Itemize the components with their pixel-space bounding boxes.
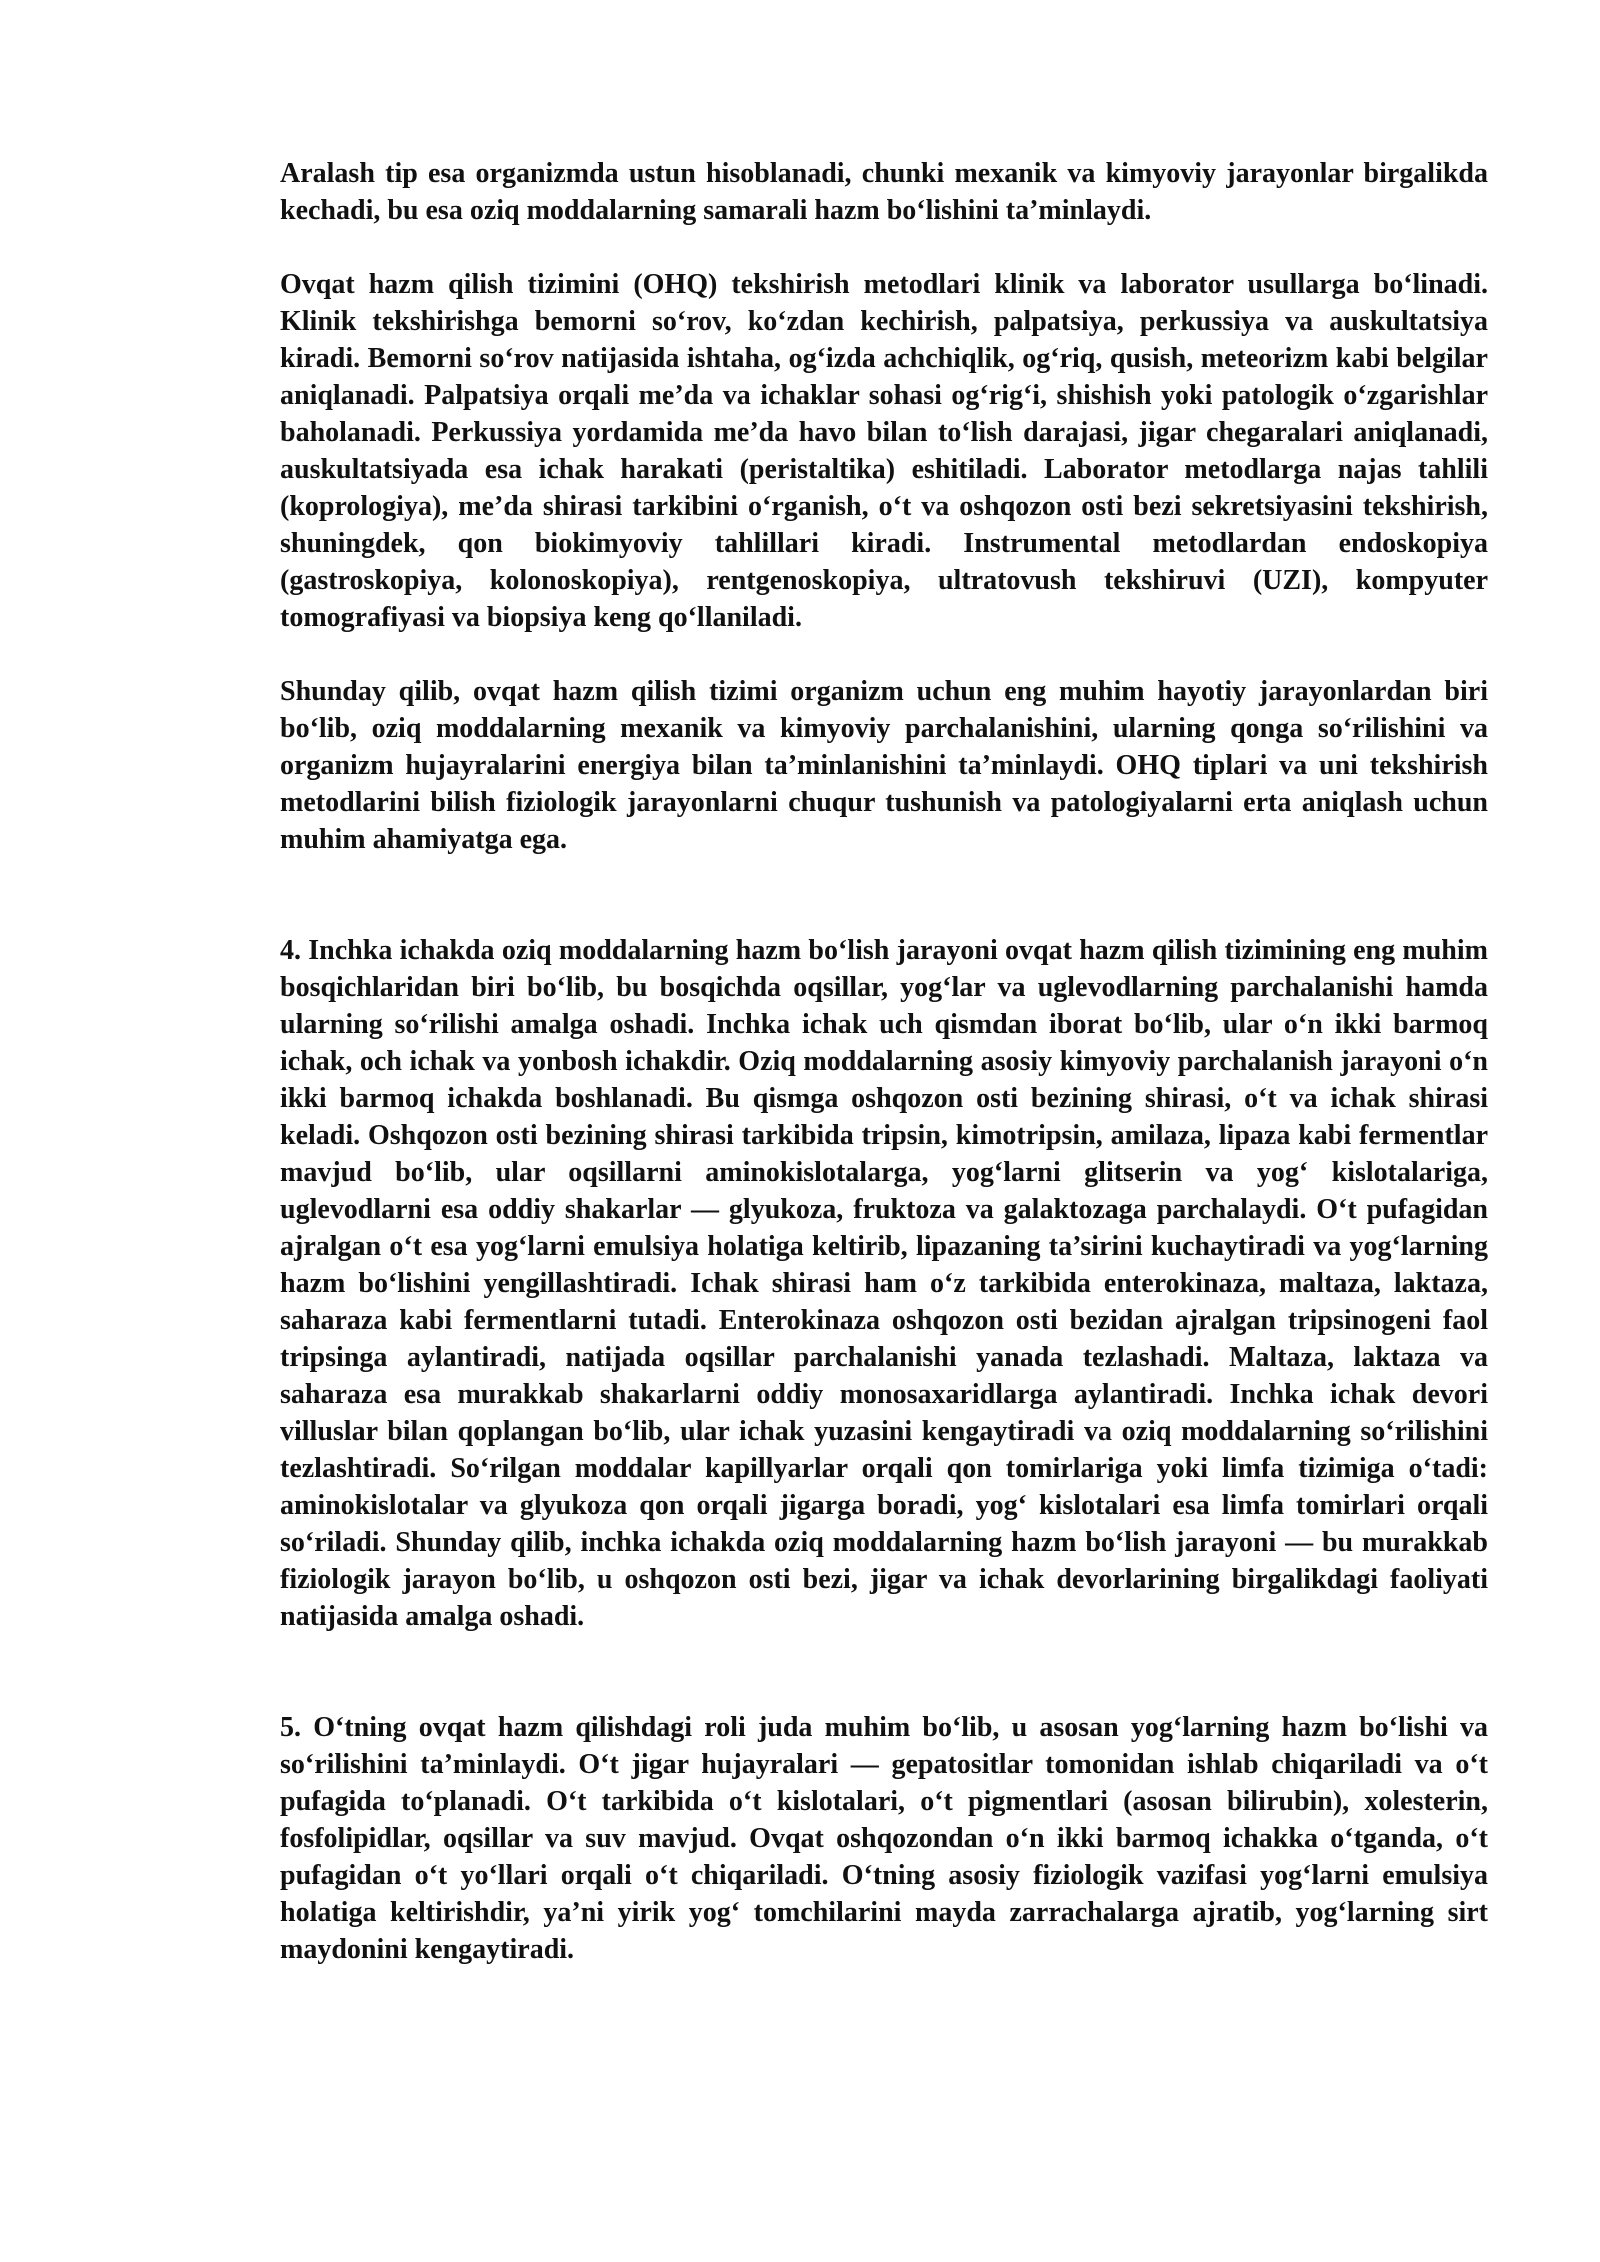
paragraph-mixed-type-summary: Aralash tip esa organizmda ustun hisoblanadi, chunki mexanik va kimyoviy jarayonlar birgalikda kechadi, bu esa oziq moddalarning samarali hazm bo‘lishini ta’minlaydi. (280, 158, 1488, 226)
paragraph-section-4-small-intestine: 4. Inchka ichakda oziq moddalarning hazm bo‘lish jarayoni ovqat hazm qilish tizimining eng muhim bosqichlaridan biri bo‘lib, bu bosqichda oqsillar, yog‘lar va uglevodlarning parchalanishi hamda ularning so‘rilishi amalga oshadi. Inchka ichak uch qismdan iborat bo‘lib, ular o‘n ikki barmoq ichak, och ichak va yonbosh ichakdir. Oziq moddalarning asosiy kimyoviy parchalanish jarayoni o‘n ikki barmoq ichakda boshlanadi. Bu qismga oshqozon osti bezining shirasi, o‘t va ichak shirasi keladi. Oshqozon osti bezining shirasi tarkibida tripsin, kimotripsin, amilaza, lipaza kabi fermentlar mavjud bo‘lib, ular oqsillarni aminokislotalarga, yog‘larni glitserin va yog‘ kislotalariga, uglevodlarni esa oddiy shakarlar — glyukoza, fruktoza va galaktozaga parchalaydi. O‘t pufagidan ajralgan o‘t esa yog‘larni emulsiya holatiga keltirib, lipazaning ta’sirini kuchaytiradi va yog‘larning hazm bo‘lishini yengillashtiradi. Ichak shirasi ham o‘z tarkibida enterokinaza, maltaza, laktaza, saharaza kabi fermentlarni tutadi. Enterokinaza oshqozon osti bezidan ajralgan tripsinogeni faol tripsinga aylantiradi, natijada oqsillar parchalanishi yanada tezlashadi. Maltaza, laktaza va saharaza esa murakkab shakarlarni oddiy monosaxaridlarga aylantiradi. Inchka ichak devori villuslar bilan qoplangan bo‘lib, ular ichak yuzasini kengaytiradi va oziq moddalarning so‘rilishini tezlashtiradi. So‘rilgan moddalar kapillyarlar orqali qon tomirlariga yoki limfa tizimiga o‘tadi: aminokislotalar va glyukoza qon orqali jigarga boradi, yog‘ kislotalari esa limfa tomirlari orqali so‘riladi. Shunday qilib, inchka ichakda oziq moddalarning hazm bo‘lish jarayoni — bu murakkab fiziologik jarayon bo‘lib, u oshqozon osti bezi, jigar va ichak devorlarining birgalikdagi faoliyati natijasida amalga oshadi. (280, 935, 1488, 1632)
paragraph-conclusion: Shunday qilib, ovqat hazm qilish tizimi organizm uchun eng muhim hayotiy jarayonlardan biri bo‘lib, oziq moddalarning mexanik va kimyoviy parchalanishini, ularning qonga so‘rilishini va organizm hujayralarini energiya bilan ta’minlanishini ta’minlaydi. OHQ tiplari va uni tekshirish metodlarini bilish fiziologik jarayonlarni chuqur tushunish va patologiyalarni erta aniqlash uchun muhim ahamiyatga ega. (280, 676, 1488, 855)
paragraph-section-5-bile-role: 5. O‘tning ovqat hazm qilishdagi roli juda muhim bo‘lib, u asosan yog‘larning hazm bo‘lishi va so‘rilishini ta’minlaydi. O‘t jigar hujayralari — gepatositlar tomonidan ishlab chiqariladi va o‘t pufagida to‘planadi. O‘t tarkibida o‘t kislotalari, o‘t pigmentlari (asosan bilirubin), xolesterin, fosfolipidlar, oqsillar va suv mavjud. Ovqat oshqozondan o‘n ikki barmoq ichakka o‘tganda, o‘t pufagidan o‘t yo‘llari orqali o‘t chiqariladi. O‘tning asosiy fiziologik vazifasi yog‘larni emulsiya holatiga keltirishdir, ya’ni yirik yog‘ tomchilarini mayda zarrachalarga ajratib, yog‘larning sirt maydonini kengaytiradi. (280, 1712, 1488, 1965)
paragraph-ohq-examination-methods: Ovqat hazm qilish tizimini (OHQ) tekshirish metodlari klinik va laborator usullarga bo‘linadi. Klinik tekshirishga bemorni so‘rov, ko‘zdan kechirish, palpatsiya, perkussiya va auskultatsiya kiradi. Bemorni so‘rov natijasida ishtaha, og‘izda achchiqlik, og‘riq, qusish, meteorizm kabi belgilar aniqlanadi. Palpatsiya orqali me’da va ichaklar sohasi og‘rig‘i, shishish yoki patologik o‘zgarishlar baholanadi. Perkussiya yordamida me’da havo bilan to‘lish darajasi, jigar chegaralari aniqlanadi, auskultatsiyada esa ichak harakati (peristaltika) eshitiladi. Laborator metodlarga najas tahlili (koprologiya), me’da shirasi tarkibini o‘rganish, o‘t va oshqozon osti bezi sekretsiyasini tekshirish, shuningdek, qon biokimyoviy tahlillari kiradi. Instrumental metodlardan endoskopiya (gastroskopiya, kolonoskopiya), rentgenoskopiya, ultratovush tekshiruvi (UZI), kompyuter tomografiyasi va biopsiya keng qo‘llaniladi. (280, 269, 1488, 633)
